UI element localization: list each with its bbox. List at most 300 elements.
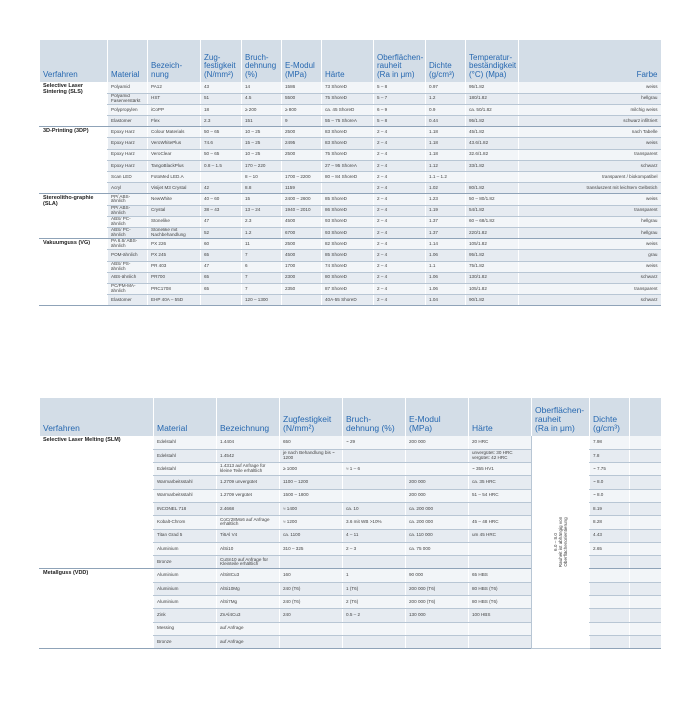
table-cell: 10 – 25 [242, 127, 282, 138]
table-cell: transparent [519, 205, 661, 216]
table-cell: 7.98 [590, 436, 630, 449]
column-header-spacer [630, 398, 661, 436]
table-cell: Zink [154, 609, 217, 622]
column-header: Verfahren [40, 40, 108, 82]
table2-header-row [40, 398, 661, 436]
table-cell: 20 HRC [469, 436, 532, 449]
table-cell: 38 – 43 [201, 205, 242, 216]
table-cell: 2 – 4 [374, 227, 426, 238]
table-cell: 8.19 [590, 502, 630, 515]
table-cell: 2 – 4 [374, 272, 426, 283]
table-cell: 240 (T6) [280, 582, 343, 595]
table-cell [469, 502, 532, 515]
table-cell: ~ 7.75 [590, 463, 630, 476]
table-cell: PX 226 [148, 239, 201, 250]
table-cell: Bronze [154, 556, 217, 569]
table-cell: 1.2 [242, 227, 282, 238]
table-cell: ABS/ PC-ähnlich [108, 227, 148, 238]
table-cell: PC/PM-MA-ähnlich [108, 283, 148, 294]
table-cell: Polyamid [108, 82, 148, 93]
table-cell: 0.8 – 1.5 [201, 160, 242, 171]
table-cell: 240 (T6) [280, 596, 343, 609]
table-cell: ≈ 1400 [280, 502, 343, 515]
table-cell: 8 – 10 [242, 172, 282, 183]
table-cell: 1.14 [426, 239, 466, 250]
table-cell: 2 – 3 [343, 542, 406, 555]
table-cell: transluszent mit leichtem Gelbstich [519, 183, 661, 194]
table-cell: hellgrau [519, 93, 661, 104]
table-cell [590, 596, 630, 609]
column-header: Härte [322, 40, 374, 82]
table-cell: 2 – 4 [374, 261, 426, 272]
table-cell-spacer [630, 476, 661, 489]
table-cell [590, 622, 630, 635]
table-cell: 6 – 9 [374, 104, 426, 115]
table-cell: 45/1.82 [466, 127, 519, 138]
table-cell: 45 – 48 HRC [469, 516, 532, 529]
table-cell: 130 000 [406, 609, 469, 622]
table-cell: CuSn10 auf Anfrage für Kleinteile erhältlich [217, 556, 280, 569]
table-cell [466, 172, 519, 183]
table-cell: ~ 355 HV1 [469, 463, 532, 476]
table-cell: ca. 110 000 [406, 529, 469, 542]
table-cell: Colour Materials [148, 127, 201, 138]
table-cell: Messing [154, 622, 217, 635]
table-row [40, 205, 661, 216]
table-cell: 80 HBS (T6) [469, 582, 532, 595]
table-cell: VeroClear [148, 149, 201, 160]
table-cell: 4500 [282, 216, 322, 227]
table-cell: milchig weiss [519, 104, 661, 115]
table-cell: 310 – 325 [280, 542, 343, 555]
table-cell: 7 [242, 283, 282, 294]
table-row [40, 138, 661, 149]
table-cell: ca. 10 [343, 502, 406, 515]
table-cell: 15 [242, 194, 282, 205]
table-cell: 151 [242, 116, 282, 127]
table-cell: 14 [242, 82, 282, 93]
table-cell: 2 – 4 [374, 138, 426, 149]
table-cell: ca. 1100 [280, 529, 343, 542]
table-cell: 180/1.82 [466, 93, 519, 104]
table-cell: 105/1.82 [466, 283, 519, 294]
table-cell [343, 635, 406, 648]
column-header: Bruch- dehnung (%) [242, 40, 282, 82]
table-cell-spacer [630, 449, 661, 462]
table-cell: schwarz infiltriert [519, 116, 661, 127]
table-cell: 240 [280, 609, 343, 622]
table-cell [280, 635, 343, 648]
table-cell: 85 ShoreD [322, 250, 374, 261]
table-cell: 27 – 95 ShoreA [322, 160, 374, 171]
table-cell: 2.65 [590, 542, 630, 555]
table-cell: 1940 – 2010 [282, 205, 322, 216]
column-header: Bruch- dehnung (%) [343, 398, 406, 436]
table-cell: PP/ ABS-ähnlich [108, 194, 148, 205]
table-cell: 85 ShoreD [322, 194, 374, 205]
table-cell: 2300 [282, 272, 322, 283]
table-cell: 2 – 4 [374, 250, 426, 261]
table-cell: 80 – 84 ShoreD [322, 172, 374, 183]
table-cell: 6700 [282, 227, 322, 238]
table-row [40, 82, 661, 93]
table-cell [201, 295, 242, 306]
table-cell: 1.04 [426, 295, 466, 306]
table-cell [406, 463, 469, 476]
table-cell: unvergütet: 30 HRC vergütet: 42 HRC [469, 449, 532, 462]
table-cell-spacer [630, 502, 661, 515]
table-cell: 2 (T6) [343, 596, 406, 609]
table-cell: PA12 [148, 82, 201, 93]
table-cell [590, 556, 630, 569]
table-cell: 5500 [282, 93, 322, 104]
table-cell: 0.97 [426, 82, 466, 93]
table-cell: 100 HBS [469, 609, 532, 622]
table-cell-spacer [630, 596, 661, 609]
table-cell [469, 622, 532, 635]
table-cell: 1.2709 unvergütet [217, 476, 280, 489]
table-cell: 2 – 4 [374, 127, 426, 138]
table-cell: 60 – 68/1.82 [466, 216, 519, 227]
table-cell-spacer [630, 609, 661, 622]
table-cell: Epoxy Harz [108, 138, 148, 149]
table-cell: Edelstahl [154, 463, 217, 476]
column-header: Dichte (g/cm³) [590, 398, 630, 436]
table-cell: 105/1.82 [466, 239, 519, 250]
table-cell: PX 245 [148, 250, 201, 261]
table-cell: 4500 [282, 250, 322, 261]
table-cell [406, 556, 469, 569]
table-cell: 52 [201, 227, 242, 238]
table-cell: 1.37 [426, 216, 466, 227]
table-cell: PR700 [148, 272, 201, 283]
table-cell: auf Anfrage [217, 622, 280, 635]
table-cell: 42 [201, 183, 242, 194]
table-cell: AlSi7Mg [217, 596, 280, 609]
table-cell: 90 000 [406, 569, 469, 582]
table-cell: 9 [282, 116, 322, 127]
table-cell: 90/1.82 [466, 295, 519, 306]
table-cell: INCONEL 718 [154, 502, 217, 515]
table-cell: 65 HBS [469, 569, 532, 582]
table-cell: 2495 [282, 138, 322, 149]
table-cell: ~ 29 [343, 436, 406, 449]
table-cell: 1586 [282, 82, 322, 93]
table-cell [280, 622, 343, 635]
column-header: Oberflächen- rauheit (Ra in μm) [374, 40, 426, 82]
table-cell: ZnAl4Cu3 [217, 609, 280, 622]
table-cell: Stonelike mit Nachbehandlung [148, 227, 201, 238]
table-cell: Epoxy Harz [108, 149, 148, 160]
table-cell: Aluminium [154, 596, 217, 609]
table-cell: ABS/ PC-ähnlich [108, 216, 148, 227]
table-cell: 2.4668 [217, 502, 280, 515]
table-cell: ABS/ PS-ähnlich [108, 261, 148, 272]
table-cell: 1.37 [426, 227, 466, 238]
table-cell-spacer [630, 463, 661, 476]
table-cell: ca. 200 000 [406, 502, 469, 515]
table-cell: HST [148, 93, 201, 104]
table-cell: 7 [242, 272, 282, 283]
table-cell: 74.6 [201, 138, 242, 149]
table-cell: 15 – 25 [242, 138, 282, 149]
table-cell: 4.43 [590, 529, 630, 542]
table-cell: 2 – 4 [374, 160, 426, 171]
table-row [40, 283, 661, 294]
table-cell: 4 – 11 [343, 529, 406, 542]
table-row [40, 250, 661, 261]
table-cell: 83 ShoreD [322, 138, 374, 149]
table-cell: weiss [519, 261, 661, 272]
column-header: Farbe [519, 40, 661, 82]
table-row [40, 116, 661, 127]
table-cell: TangoBlackPlus [148, 160, 201, 171]
table-cell-spacer [630, 556, 661, 569]
column-header: Zugfestigkeit (N/mm²) [280, 398, 343, 436]
table-cell: 95/1.82 [466, 250, 519, 261]
table-cell: 80 ShoreD [322, 272, 374, 283]
table-cell: Aluminium [154, 569, 217, 582]
table-cell: ca. 35 HRC [469, 476, 532, 489]
table-cell: 65 [201, 272, 242, 283]
table-cell: 43 [201, 82, 242, 93]
table-cell: 2 – 4 [374, 216, 426, 227]
column-header: Bezeich- nung [148, 40, 201, 82]
table-cell: 1.4542 [217, 449, 280, 462]
table-cell: 43.6/1.82 [466, 138, 519, 149]
table-cell: 1.2709 vergütet [217, 489, 280, 502]
table-cell: 8.28 [590, 516, 630, 529]
table-cell [590, 609, 630, 622]
table-cell: 1.1 [426, 261, 466, 272]
table-cell: grau [519, 250, 661, 261]
table-cell: 1.18 [426, 138, 466, 149]
table-row [40, 272, 661, 283]
table-cell: 1.12 [426, 160, 466, 171]
table-cell: ~ 8.0 [590, 476, 630, 489]
table-cell: 75 ShoreD [322, 93, 374, 104]
table-cell: ca. 45 ShoreD [322, 104, 374, 115]
table-cell: Elastomer [108, 295, 148, 306]
table-cell: 2 – 4 [374, 283, 426, 294]
table-row [40, 436, 661, 449]
table-cell: AlSi10Mg [217, 582, 280, 595]
table-cell: 1700 [282, 261, 322, 272]
process-cell: Stereolitho-graphie (SLA) [40, 194, 108, 239]
table-cell: 2 – 4 [374, 183, 426, 194]
table-cell: 93 ShoreD [322, 227, 374, 238]
table-cell [343, 476, 406, 489]
table-cell: 50 – 65 [201, 127, 242, 138]
table-cell: 2 – 4 [374, 172, 426, 183]
table-cell-spacer [630, 569, 661, 582]
table-cell: 13 – 24 [242, 205, 282, 216]
table-cell [406, 449, 469, 462]
table-cell: 1.18 [426, 127, 466, 138]
table-cell: 130/1.82 [466, 272, 519, 283]
table-cell: 1700 – 2200 [282, 172, 322, 183]
process-cell: Selective Laser Sintering (SLS) [40, 82, 108, 127]
table-cell [590, 635, 630, 648]
table-cell: 1.06 [426, 250, 466, 261]
table-cell: 80 HBS (T6) [469, 596, 532, 609]
table-cell: CoCr28Mo6 auf Anfrage erhältlich [217, 516, 280, 529]
table-cell-spacer [630, 529, 661, 542]
table-cell: Edelstahl [154, 449, 217, 462]
table-cell: 6 [242, 261, 282, 272]
table-row [40, 239, 661, 250]
table2-body [40, 436, 661, 649]
table-cell: weiss [519, 138, 661, 149]
column-header: Dichte (g/cm³) [426, 40, 466, 82]
table-cell [469, 635, 532, 648]
table-cell: 60 [201, 239, 242, 250]
table-cell-spacer [630, 622, 661, 635]
table-cell: 5 – 8 [374, 82, 426, 93]
table-cell: Titan Grad 5 [154, 529, 217, 542]
table-cell: 2500 [282, 239, 322, 250]
table-cell [469, 542, 532, 555]
table-cell: transparent / biokompatibel [519, 172, 661, 183]
table-cell: 51 – 54 HRC [469, 489, 532, 502]
table-cell: ca. 200 000 [406, 516, 469, 529]
table-cell: 5 – 8 [374, 116, 426, 127]
table-row [40, 93, 661, 104]
table-cell: weiss [519, 239, 661, 250]
table-cell: je nach Behandlung bis ~ 1200 [280, 449, 343, 462]
table-cell: 2 – 4 [374, 205, 426, 216]
table-cell-spacer [630, 635, 661, 648]
table-cell: 93 ShoreD [322, 216, 374, 227]
table-cell: PP/ ABS-ähnlich [108, 205, 148, 216]
table-cell [280, 556, 343, 569]
table-cell: 2 – 4 [374, 239, 426, 250]
table-cell [201, 172, 242, 183]
table-cell [282, 160, 322, 171]
table-cell: PA 6.6/ ABS-ähnlich [108, 239, 148, 250]
table-cell: 32.6/1.82 [466, 149, 519, 160]
table-cell: 10 – 25 [242, 149, 282, 160]
table-cell: Flex [148, 116, 201, 127]
table-cell: weiss [519, 194, 661, 205]
table-cell: 1.2 [426, 93, 466, 104]
table-cell: 40A-55 ShoreD [322, 295, 374, 306]
table-cell [343, 449, 406, 462]
table-cell: 200 000 (T6) [406, 596, 469, 609]
table-cell: 8.8 [242, 183, 282, 194]
table-cell: 200 000 [406, 489, 469, 502]
column-header: Material [108, 40, 148, 82]
table-cell: 1.02 [426, 183, 466, 194]
table-cell: 1100 – 1200 [280, 476, 343, 489]
table-cell: 160 [280, 569, 343, 582]
table-cell: Acryl [108, 183, 148, 194]
table-cell: Aluminium [154, 542, 217, 555]
column-header: E-Modul (MPa) [406, 398, 469, 436]
table-cell: 2400 – 2600 [282, 194, 322, 205]
table-cell: Elastomer [108, 116, 148, 127]
column-header: Temperatur- beständigkeit (°C) (Mpa) [466, 40, 519, 82]
table-cell: Ti6Al V4 [217, 529, 280, 542]
table-cell: ≥ 1000 [280, 463, 343, 476]
table-cell: POM-ähnlich [108, 250, 148, 261]
column-header: Zug- festigkeit (N/mm²) [201, 40, 242, 82]
table-cell: nach Tabelle [519, 127, 661, 138]
table-cell: PRC1708 [148, 283, 201, 294]
column-header: E-Modul (MPa) [282, 40, 322, 82]
table-cell: 2.3 [201, 116, 242, 127]
table-cell: schwarz [519, 160, 661, 171]
table-cell: 75/1.82 [466, 261, 519, 272]
table-cell: ≈ 1 – 6 [343, 463, 406, 476]
column-header: Bezeichnung [217, 398, 280, 436]
table-cell: 1.4404 [217, 436, 280, 449]
table-cell: ≈ 1200 [280, 516, 343, 529]
column-header: Härte [469, 398, 532, 436]
table-cell: ~ 8.0 [590, 489, 630, 502]
table-cell [406, 622, 469, 635]
table-cell: auf Anfrage [217, 635, 280, 648]
table-row [40, 183, 661, 194]
table-cell: NewWhite [148, 194, 201, 205]
table-cell: weiss [519, 82, 661, 93]
table-cell: Epoxy Harz [108, 160, 148, 171]
process-cell: Vakuumguss (VG) [40, 239, 108, 306]
table-cell: hellgrau [519, 216, 661, 227]
table-cell: 2 – 4 [374, 149, 426, 160]
table-cell-spacer [630, 582, 661, 595]
table-row [40, 216, 661, 227]
process-cell: Selective Laser Melting (SLM) [40, 436, 154, 569]
column-header: Material [154, 398, 217, 436]
table-cell: 65 [201, 250, 242, 261]
table-cell: 220/1.82 [466, 227, 519, 238]
table-cell: Stonelike [148, 216, 201, 227]
process-cell: 3D-Printing (3DP) [40, 127, 108, 194]
table-cell: 2 – 4 [374, 295, 426, 306]
table-cell: 1.19 [426, 205, 466, 216]
roughness-note: 6.0 – 8.0 Rauheit ist abhängig von Oberflächenorientierung [552, 516, 567, 568]
table-cell: 65 [201, 283, 242, 294]
table-row [40, 104, 661, 115]
table-cell: 50 – 80/1.82 [466, 194, 519, 205]
table-cell: FotoMed LED.A [148, 172, 201, 183]
table-cell: Kobalt-Chrom [154, 516, 217, 529]
table-cell: 200 000 (T6) [406, 582, 469, 595]
table-cell-spacer [630, 489, 661, 502]
roughness-cell [532, 436, 590, 649]
table-cell: 1500 – 1800 [280, 489, 343, 502]
table-cell: iCoPP [148, 104, 201, 115]
table-cell: ca. 50/1.82 [466, 104, 519, 115]
process-cell: Metallguss (VDD) [40, 569, 154, 649]
table-cell: ≥ 800 [282, 104, 322, 115]
table-cell: 170 – 220 [242, 160, 282, 171]
table-cell: 75 ShoreD [322, 149, 374, 160]
table-cell-spacer [630, 542, 661, 555]
table-cell: 80/1.82 [466, 183, 519, 194]
table-cell: schwarz [519, 272, 661, 283]
table-cell: 200 000 [406, 476, 469, 489]
table-cell [343, 489, 406, 502]
table-cell: Scan LED [108, 172, 148, 183]
table-cell: AlSi10 [217, 542, 280, 555]
table-cell: transparent [519, 283, 661, 294]
table-cell: 50 – 65 [201, 149, 242, 160]
table-cell: 74 ShoreD [322, 261, 374, 272]
table-cell: 4.5 [242, 93, 282, 104]
table-cell: 1 [343, 569, 406, 582]
